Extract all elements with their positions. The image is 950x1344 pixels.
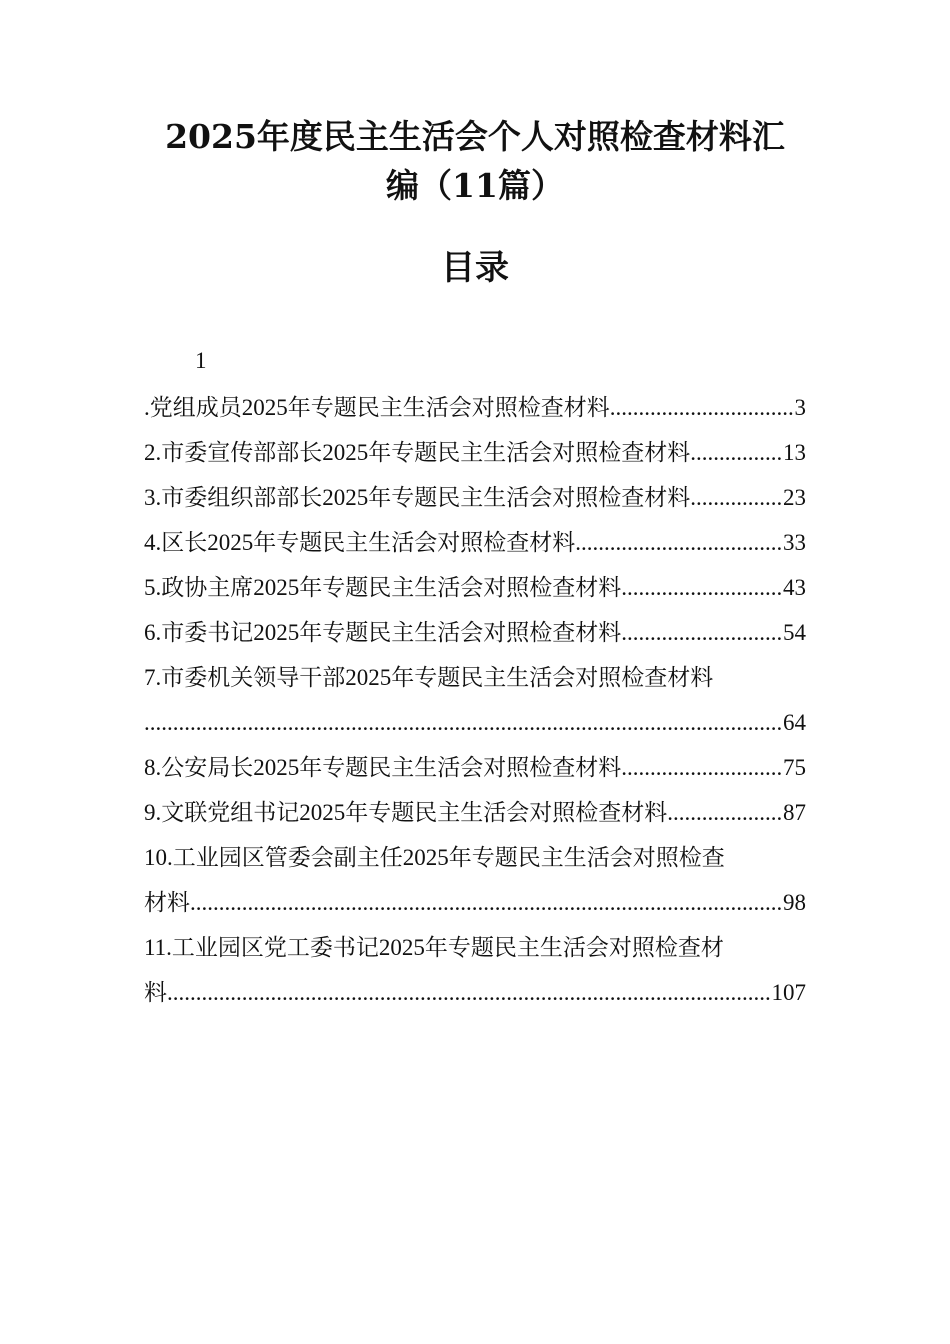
- toc-entry-title: .党组成员2025年专题民主生活会对照检查材料: [144, 395, 610, 420]
- toc-heading: 目录: [441, 248, 509, 288]
- toc-first-number: 1: [195, 348, 207, 373]
- toc-entry-continuation[interactable]: [144, 700, 806, 745]
- title-line-2: 编（11篇）: [386, 166, 564, 205]
- toc-entry[interactable]: [144, 475, 806, 520]
- toc-entry-page: 13: [783, 440, 806, 465]
- toc-leader-dots: [621, 745, 783, 790]
- toc-entry[interactable]: [144, 925, 806, 970]
- toc-entry-title: 10.工业园区管委会副主任2025年专题民主生活会对照检查: [144, 845, 725, 870]
- toc-leader-dots: [190, 880, 783, 925]
- toc-entry-page: 54: [783, 620, 806, 645]
- toc-entry-title: 2.市委宣传部部长2025年专题民主生活会对照检查材料: [144, 440, 691, 465]
- toc-entry-title: 4.区长2025年专题民主生活会对照检查材料: [144, 530, 576, 555]
- toc-leader-dots: [575, 520, 783, 565]
- toc-entry-title: 9.文联党组书记2025年专题民主生活会对照检查材料: [144, 800, 668, 825]
- toc-entry-continuation[interactable]: [144, 970, 806, 1015]
- toc-entry-page: 33: [783, 530, 806, 555]
- toc-entry-page: 3: [794, 395, 806, 420]
- title-line-1: 2025年度民主生活会个人对照检查材料汇: [165, 117, 785, 156]
- toc-entry[interactable]: [144, 610, 806, 655]
- toc-entry[interactable]: [144, 520, 806, 565]
- toc-leader-dots: [621, 610, 783, 655]
- toc-entry-page: 43: [783, 575, 806, 600]
- toc-entry-page: 98: [783, 890, 806, 915]
- toc-leader-dots: [667, 790, 783, 835]
- toc-leader-dots: [690, 430, 783, 475]
- toc-entry[interactable]: [144, 835, 806, 880]
- toc-entry-title: 6.市委书记2025年专题民主生活会对照检查材料: [144, 620, 622, 645]
- toc-entry[interactable]: [144, 565, 806, 610]
- toc-leader-dots: [621, 565, 783, 610]
- toc-entry-title-cont: 料: [144, 980, 167, 1005]
- toc-entry-page: 64: [783, 710, 806, 735]
- document-title: [140, 112, 810, 210]
- toc-entry-page: 23: [783, 485, 806, 510]
- toc-leader-dots: [167, 970, 772, 1015]
- toc-entry[interactable]: [144, 430, 806, 475]
- toc-entry-title: 3.市委组织部部长2025年专题民主生活会对照检查材料: [144, 485, 691, 510]
- toc-entry-page: 107: [771, 980, 806, 1005]
- toc-entry[interactable]: [144, 745, 806, 790]
- toc-entry[interactable]: [144, 385, 806, 430]
- toc-entry-title-cont: 材料: [144, 890, 190, 915]
- toc-entry-title: 5.政协主席2025年专题民主生活会对照检查材料: [144, 575, 622, 600]
- toc-entry-continuation[interactable]: [144, 880, 806, 925]
- toc-list: [144, 385, 806, 1015]
- toc-leader-dots: [610, 385, 795, 430]
- toc-entry-title: 7.市委机关领导干部2025年专题民主生活会对照检查材料: [144, 665, 714, 690]
- toc-leader-dots: [690, 475, 783, 520]
- toc-leader-dots: [144, 700, 783, 745]
- toc-entry[interactable]: [144, 790, 806, 835]
- toc-entry[interactable]: [144, 655, 806, 700]
- toc-entry-page: 75: [783, 755, 806, 780]
- toc-entry-page: 87: [783, 800, 806, 825]
- toc-entry-title: 11.工业园区党工委书记2025年专题民主生活会对照检查材: [144, 935, 724, 960]
- toc-entry-title: 8.公安局长2025年专题民主生活会对照检查材料: [144, 755, 622, 780]
